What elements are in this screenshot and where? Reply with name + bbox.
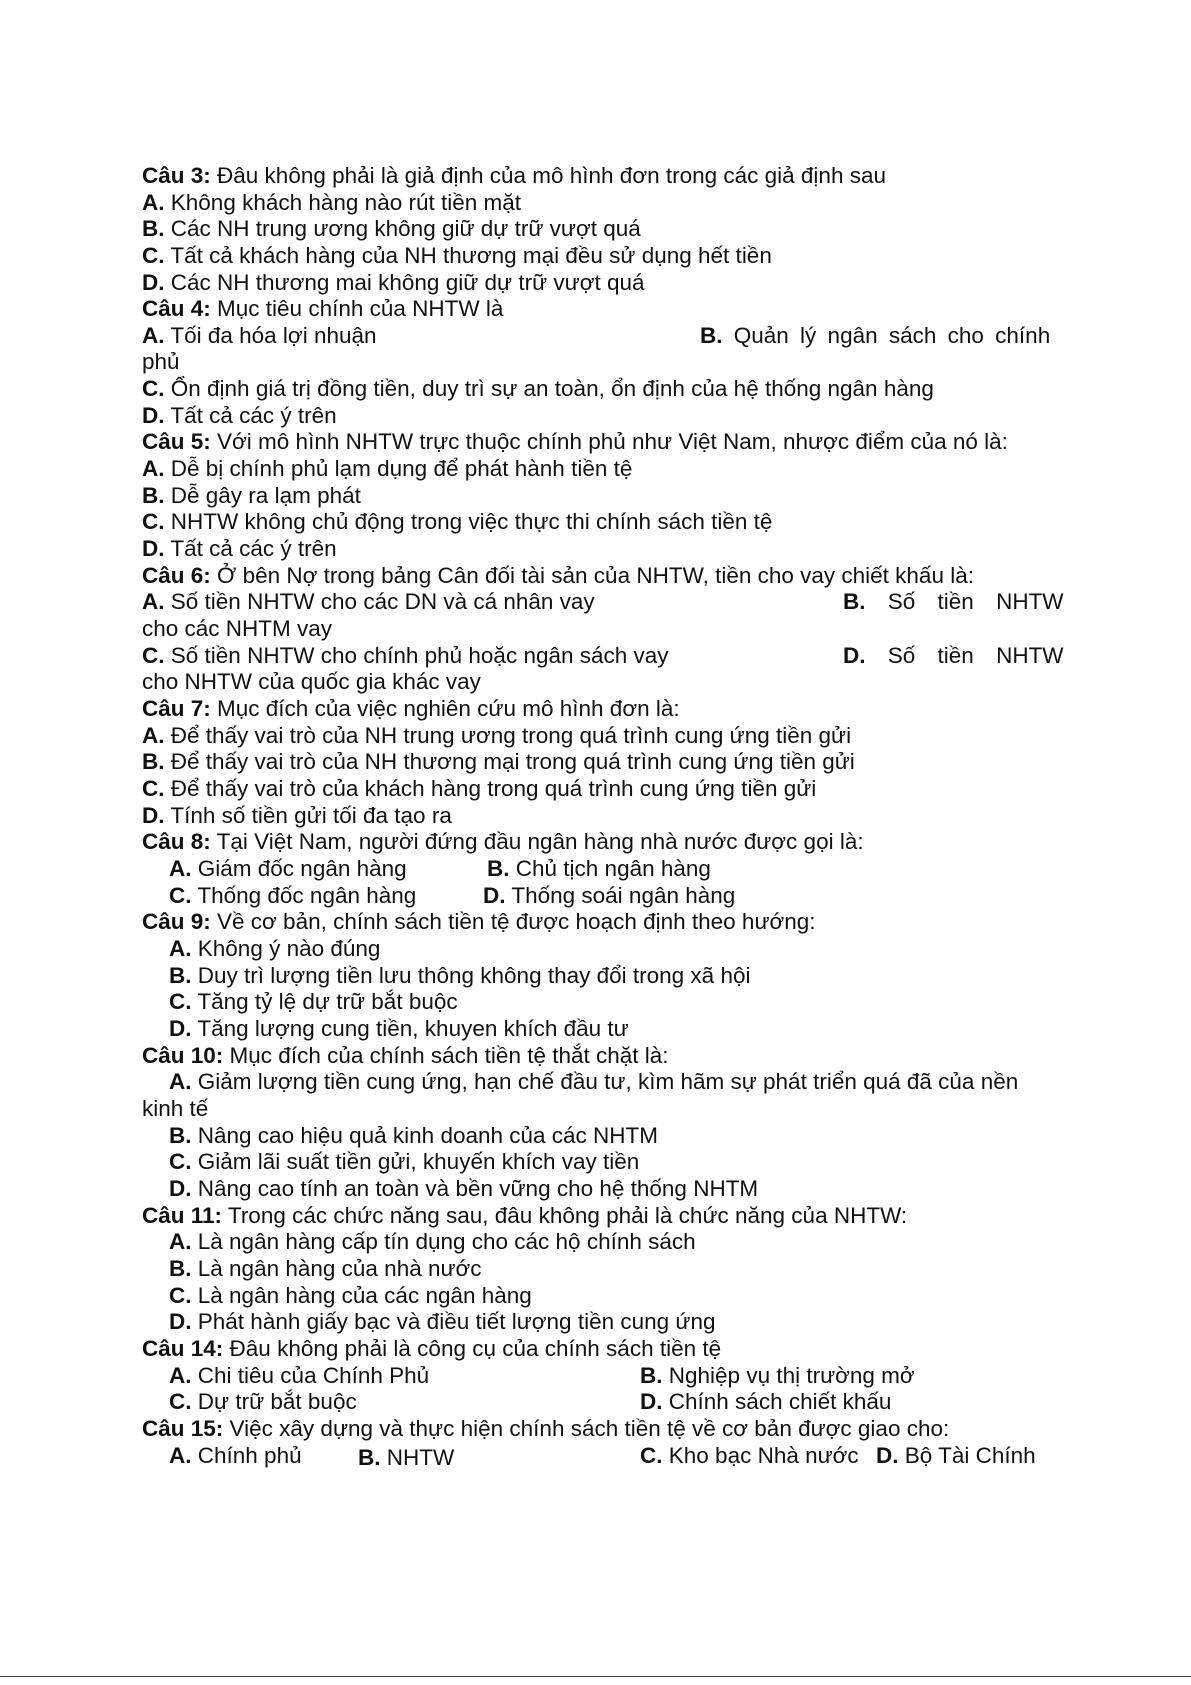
question-11-option-c: C. Là ngân hàng của các ngân hàng <box>169 1283 532 1308</box>
question-11-option-d: D. Phát hành giấy bạc và điều tiết lượng tiền cung ứng <box>169 1309 716 1334</box>
question-14-option-d: D. Chính sách chiết khấu <box>640 1389 892 1414</box>
question-4: Câu 4: Mục tiêu chính của NHTW là <box>142 296 504 321</box>
question-8: Câu 8: Tại Việt Nam, người đứng đầu ngân hàng nhà nước được gọi là: <box>142 829 864 854</box>
question-14-option-a: A. Chi tiêu của Chính Phủ <box>169 1363 430 1388</box>
question-10-option-a-continued: kinh tế <box>142 1096 209 1121</box>
question-6-option-c: C. Số tiền NHTW cho chính phủ hoặc ngân sách vay <box>142 643 669 668</box>
question-9-option-a: A. Không ý nào đúng <box>169 936 381 961</box>
question-10-option-b: B. Nâng cao hiệu quả kinh doanh của các NHTM <box>169 1123 659 1148</box>
question-5-option-b: B. Dễ gây ra lạm phát <box>142 483 361 508</box>
question-4-option-d: D. Tất cả các ý trên <box>142 403 337 428</box>
question-11-option-a: A. Là ngân hàng cấp tín dụng cho các hộ chính sách <box>169 1229 696 1254</box>
page-bottom-rule <box>0 1676 1191 1677</box>
question-10: Câu 10: Mục đích của chính sách tiền tệ thắt chặt là: <box>142 1043 669 1068</box>
question-15-option-c: C. Kho bạc Nhà nước <box>640 1443 859 1468</box>
question-14: Câu 14: Đâu không phải là công cụ của chính sách tiền tệ <box>142 1336 722 1361</box>
question-11: Câu 11: Trong các chức năng sau, đâu không phải là chức năng của NHTW: <box>142 1203 908 1228</box>
question-14-option-c: C. Dự trữ bắt buộc <box>169 1389 357 1414</box>
question-6-option-d: D. Số tiền NHTW <box>843 643 1064 668</box>
question-14-option-b: B. Nghiệp vụ thị trường mở <box>640 1363 915 1388</box>
question-7-option-a: A. Để thấy vai trò của NH trung ương trong quá trình cung ứng tiền gửi <box>142 723 852 748</box>
question-9: Câu 9: Về cơ bản, chính sách tiền tệ được hoạch định theo hướng: <box>142 909 816 934</box>
question-3-option-d: D. Các NH thương mai không giữ dự trữ vượt quá <box>142 270 645 295</box>
question-15-option-d: D. Bộ Tài Chính <box>876 1443 1036 1468</box>
question-10-option-c: C. Giảm lãi suất tiền gửi, khuyến khích vay tiền <box>169 1149 640 1174</box>
question-15: Câu 15: Việc xây dựng và thực hiện chính sách tiền tệ về cơ bản được giao cho: <box>142 1416 950 1441</box>
question-10-option-d: D. Nâng cao tính an toàn và bền vững cho hệ thống NHTM <box>169 1176 759 1201</box>
question-6: Câu 6: Ở bên Nợ trong bảng Cân đối tài sản của NHTW, tiền cho vay chiết khấu là: <box>142 563 974 588</box>
question-6-option-b-continued: cho các NHTM vay <box>142 616 333 641</box>
question-8-option-b: B. Chủ tịch ngân hàng <box>487 856 711 881</box>
question-5: Câu 5: Với mô hình NHTW trực thuộc chính phủ như Việt Nam, nhược điểm của nó là: <box>142 429 1008 454</box>
question-6-option-a: A. Số tiền NHTW cho các DN và cá nhân vay <box>142 589 595 614</box>
question-4-option-c: C. Ổn định giá trị đồng tiền, duy trì sự an toàn, ổn định của hệ thống ngân hàng <box>142 376 934 401</box>
question-7-option-b: B. Để thấy vai trò của NH thương mại trong quá trình cung ứng tiền gửi <box>142 749 855 774</box>
question-6-option-d-continued: cho NHTW của quốc gia khác vay <box>142 669 481 694</box>
question-15-option-a: A. Chính phủ <box>169 1443 302 1468</box>
question-4-option-a: A. Tối đa hóa lợi nhuận <box>142 323 377 348</box>
question-8-option-d: D. Thống soái ngân hàng <box>483 883 736 908</box>
question-5-option-a: A. Dễ bị chính phủ lạm dụng để phát hành tiền tệ <box>142 456 633 481</box>
question-9-option-b: B. Duy trì lượng tiền lưu thông không thay đổi trong xã hội <box>169 963 751 988</box>
question-7-option-c: C. Để thấy vai trò của khách hàng trong quá trình cung ứng tiền gửi <box>142 776 817 801</box>
question-4-option-b-continued: phủ <box>142 349 180 374</box>
question-6-option-b: B. Số tiền NHTW <box>843 589 1064 614</box>
question-3: Câu 3: Đâu không phải là giả định của mô hình đơn trong các giả định sau <box>142 163 886 188</box>
question-10-option-a: A. Giảm lượng tiền cung ứng, hạn chế đầu tư, kìm hãm sự phát triển quá đã của nền <box>169 1069 1019 1094</box>
question-5-option-c: C. NHTW không chủ động trong việc thực thi chính sách tiền tệ <box>142 509 773 534</box>
question-9-option-c: C. Tăng tỷ lệ dự trữ bắt buộc <box>169 989 458 1014</box>
question-8-option-c: C. Thống đốc ngân hàng <box>169 883 417 908</box>
question-3-option-c: C. Tất cả khách hàng của NH thương mại đều sử dụng hết tiền <box>142 243 772 268</box>
question-15-option-b: B. NHTW <box>358 1445 455 1470</box>
question-3-option-a: A. Không khách hàng nào rút tiền mặt <box>142 190 522 215</box>
question-9-option-d: D. Tăng lượng cung tiền, khuyen khích đầu tư <box>169 1016 629 1041</box>
question-8-option-a: A. Giám đốc ngân hàng <box>169 856 407 881</box>
question-4-option-b: B. Quản lý ngân sách cho chính <box>700 323 1051 348</box>
question-11-option-b: B. Là ngân hàng của nhà nước <box>169 1256 482 1281</box>
question-7: Câu 7: Mục đích của việc nghiên cứu mô hình đơn là: <box>142 696 680 721</box>
question-7-option-d: D. Tính số tiền gửi tối đa tạo ra <box>142 803 452 828</box>
question-3-option-b: B. Các NH trung ương không giữ dự trữ vượt quá <box>142 216 641 241</box>
question-5-option-d: D. Tất cả các ý trên <box>142 536 337 561</box>
